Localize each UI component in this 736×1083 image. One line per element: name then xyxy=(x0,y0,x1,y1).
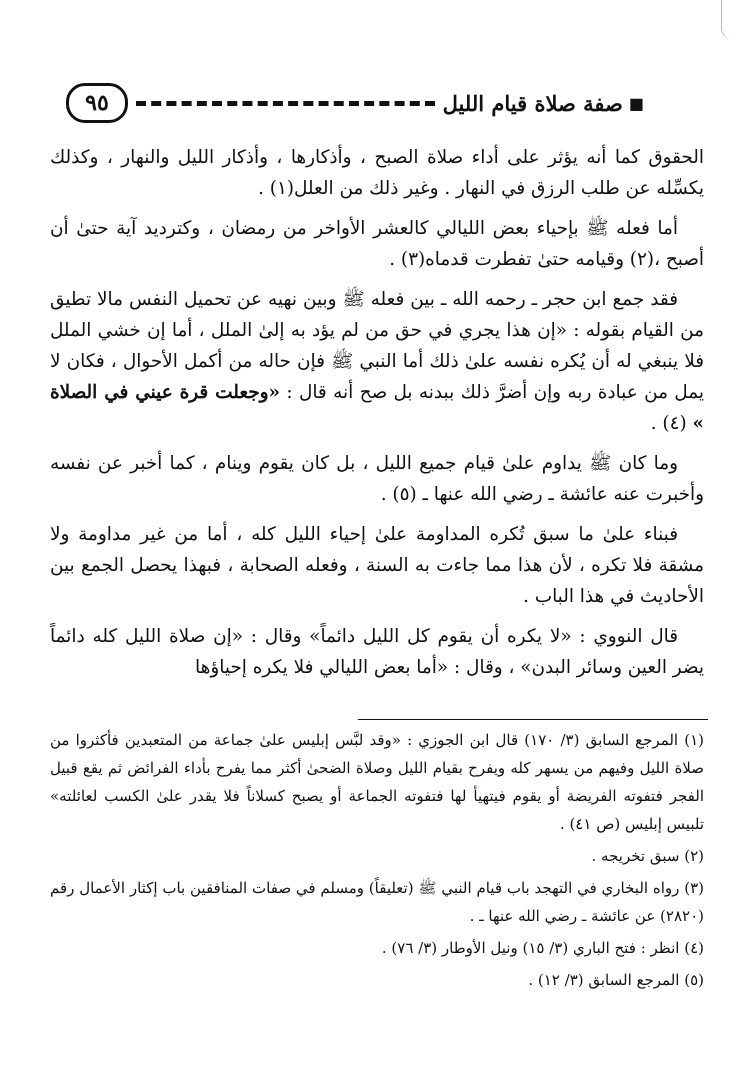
paragraph-2: أما فعله ﷺ بإحياء بعض الليالي كالعشر الأواخر من رمضان ، وكترديد آية حتىٰ أن أصبح ،(٢) وقيامه حتىٰ تفطرت قدماه(٣) . xyxy=(50,218,704,270)
footnotes xyxy=(50,726,704,998)
paragraph-3-end: (٤) . xyxy=(650,413,687,434)
main-text xyxy=(50,142,704,692)
footnote-5: (٥) المرجع السابق (٣/ ١٢) . xyxy=(528,971,704,989)
page-edge-curl xyxy=(721,0,734,40)
hadith-quote: «وجعلت قرة عيني في الصلاة » xyxy=(50,382,704,434)
paragraph-5: فبناء علىٰ ما سبق تُكره المداومة علىٰ إحياء الليل كله ، أما من غير مداومة ولا مشقة فلا تكره ، لأن هذا مما جاءت به السنة ، وفعله الصحابة ، فبهذا يحصل الجمع بين الأحاديث في هذا الباب . xyxy=(50,524,704,607)
header-ornament-icon: ■ xyxy=(628,93,644,113)
header-decorative-line xyxy=(136,101,435,106)
page-number-badge xyxy=(66,83,128,123)
running-title: صفة صلاة قيام الليل xyxy=(442,90,623,116)
paragraph-6: قال النووي : «لا يكره أن يقوم كل الليل دائماً» وقال : «إن صلاة الليل كله دائماً يضر العين وسائر البدن» ، وقال : «أما بعض الليالي فلا يكره إحياؤها xyxy=(50,626,704,678)
paragraph-4: وما كان ﷺ يداوم علىٰ قيام جميع الليل ، بل كان يقوم وينام ، كما أخبر عن نفسه وأخبرت عنه عائشة ـ رضي الله عنها ـ (٥) . xyxy=(50,453,704,505)
footnote-separator xyxy=(358,719,708,720)
footnote-3: (٣) رواه البخاري في التهجد باب قيام النبي ﷺ (تعليقاً) ومسلم في صفات المنافقين باب إكثار الأعمال رقم (٢٨٢٠) عن عائشة ـ رضي الله عنها ـ . xyxy=(50,879,704,925)
footnote-1: (١) المرجع السابق (٣/ ١٧٠) قال ابن الجوزي : «وقد لبَّس إبليس علىٰ جماعة من المتعبدين فأكثروا من صلاة الليل وفيهم من يسهر كله ويفرح بقيام الليل وصلاة الضحىٰ أكثر مما يفرح بأداء الفرائض ثم يقع قبيل الفجر فتفوته الفريضة أو يقوم فيتهيأ لها فتفوته الجماعة أو يصبح كسلاناً فلا يقدر علىٰ الكسب لعائلته» تلبيس إبليس (ص ٤١) . xyxy=(50,731,705,833)
paragraph-3-text: فقد جمع ابن حجر ـ رحمه الله ـ بين فعله ﷺ وبين نهيه عن تحميل النفس مالا تطيق من القيام بقوله : «إن هذا يجري في حق من لم يؤد به إلىٰ الملل ، أما إن خشي الملل فلا ينبغي له أن يُكره نفسه علىٰ ذلك أما النبي ﷺ فإن حاله من أكمل الأحوال ، فكان لا يمل من عبادة ربه وإن أضرَّ ذلك ببدنه بل صح أنه قال : xyxy=(50,289,704,403)
footnote-4: (٤) انظر : فتح الباري (٣/ ١٥) ونيل الأوطار (٣/ ٧٦) . xyxy=(381,939,704,957)
paragraph-1: الحقوق كما أنه يؤثر على أداء صلاة الصبح ، وأذكارها ، وأذكار الليل والنهار ، وكذلك يكسِّله عن طلب الرزق في النهار . وغير ذلك من العلل(١) . xyxy=(50,147,704,199)
page-header xyxy=(66,84,644,122)
page-number: ٩٥ xyxy=(85,90,109,116)
footnote-2: (٢) سبق تخريجه . xyxy=(591,847,704,865)
paragraph-3 xyxy=(50,284,704,439)
